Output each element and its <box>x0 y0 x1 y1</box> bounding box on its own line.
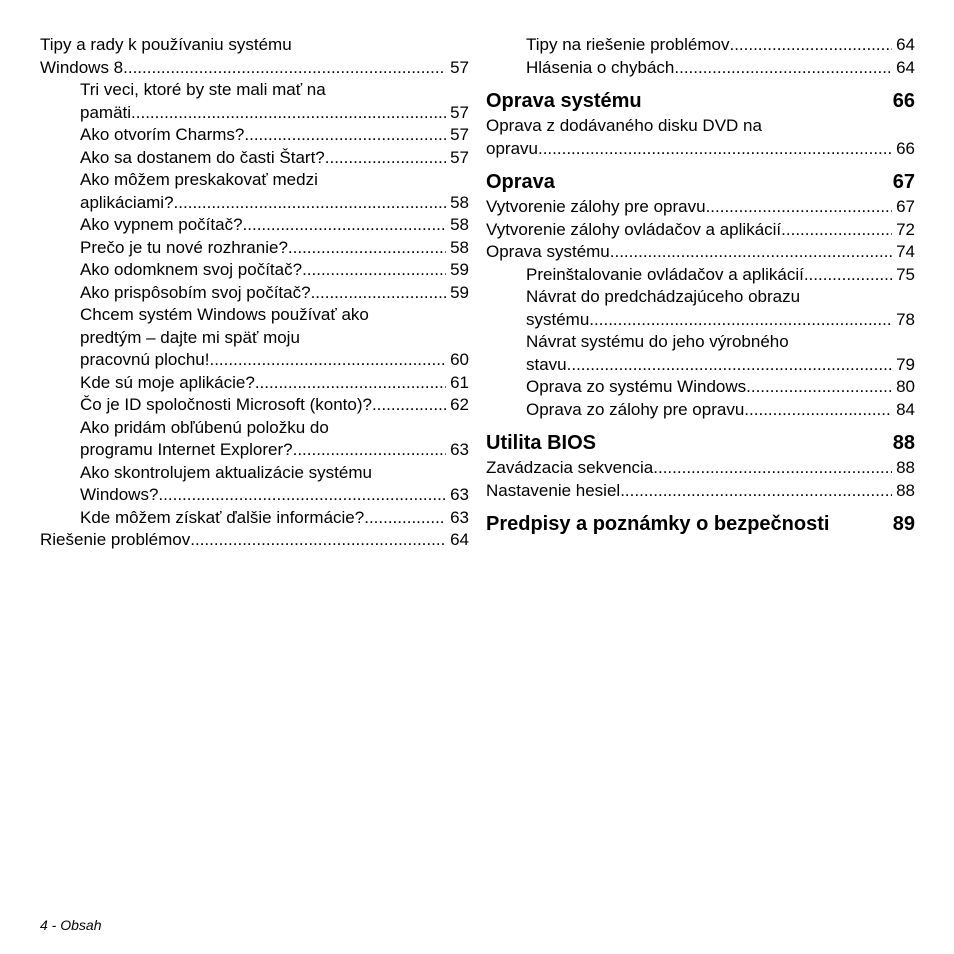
toc-entry-text: Čo je ID spoločnosti Microsoft (konto)? <box>80 395 372 414</box>
toc-entry[interactable] <box>486 480 915 503</box>
toc-page-number: 64 <box>896 57 915 77</box>
section-page-number: 67 <box>892 171 915 193</box>
toc-entry-text: stavu <box>526 354 567 374</box>
toc-page-number: 63 <box>450 440 469 459</box>
toc-entry[interactable] <box>40 79 469 124</box>
toc-entry[interactable] <box>486 331 915 376</box>
dot-leader <box>288 237 446 260</box>
toc-entry[interactable] <box>40 462 469 507</box>
dot-leader <box>729 34 892 57</box>
toc-entry[interactable] <box>40 147 469 170</box>
dot-leader <box>123 57 446 80</box>
dot-leader <box>589 309 892 332</box>
toc-section-heading[interactable] <box>486 170 915 194</box>
toc-entry-text: Oprava systému <box>486 242 610 261</box>
toc-entry-text: Preinštalovanie ovládačov a aplikácií <box>526 264 804 284</box>
section-title: Predpisy a poznámky o bezpečnosti <box>486 513 830 535</box>
toc-entry-text: Ako otvorím Charms? <box>80 125 245 144</box>
toc-section-heading[interactable] <box>486 89 915 113</box>
toc-entry[interactable] <box>40 169 469 214</box>
toc-page-number: 75 <box>896 264 915 284</box>
toc-entry[interactable] <box>40 507 469 530</box>
dot-leader <box>255 372 446 395</box>
dot-leader <box>302 259 446 282</box>
toc-entry[interactable] <box>486 196 915 219</box>
toc-page-number: 64 <box>896 35 915 54</box>
toc-entry-text: Kde môžem získať ďalšie informácie? <box>80 507 365 527</box>
toc-entry-text: Prečo je tu nové rozhranie? <box>80 237 288 257</box>
toc-page-number: 57 <box>450 147 469 167</box>
section-title: Utilita BIOS <box>486 432 597 454</box>
toc-entry-text: Ako vypnem počítač? <box>80 215 243 234</box>
toc-page-number: 64 <box>450 530 469 549</box>
dot-leader <box>610 241 892 264</box>
section-page-number: 89 <box>892 513 915 535</box>
dot-leader <box>620 480 892 503</box>
toc-entry-text: opravu <box>486 138 538 158</box>
toc-entry[interactable] <box>40 259 469 282</box>
toc-entry[interactable] <box>486 457 915 480</box>
toc-entry-text: Tipy a rady k používaniu systému <box>40 35 292 54</box>
toc-page-number: 60 <box>450 350 469 369</box>
dot-leader <box>209 349 446 372</box>
dot-leader <box>174 192 447 215</box>
toc-entry-text: systému <box>526 309 590 329</box>
toc-entry[interactable] <box>40 529 469 552</box>
toc-entry-text: Ako môžem preskakovať medzi <box>80 170 318 189</box>
toc-entry[interactable] <box>486 286 915 331</box>
toc-page-number: 62 <box>450 395 469 414</box>
toc-entry[interactable] <box>486 399 915 422</box>
dot-leader <box>293 439 446 462</box>
toc-page-number: 58 <box>450 192 469 212</box>
dot-leader <box>567 354 892 377</box>
toc-entry[interactable] <box>486 241 915 264</box>
toc-entry[interactable] <box>486 115 915 160</box>
toc-page-number: 63 <box>450 485 469 504</box>
toc-entry-text: predtým – dajte mi späť moju <box>80 327 300 347</box>
dot-leader <box>746 376 892 399</box>
toc-page-number: 57 <box>450 125 469 144</box>
toc-entry-text: Ako prispôsobím svoj počítač? <box>80 282 311 302</box>
toc-entry-text: pamäti <box>80 102 132 122</box>
toc-page-number: 67 <box>896 197 915 216</box>
toc-entry-text: programu Internet Explorer? <box>80 440 293 459</box>
toc-entry-text: Tipy na riešenie problémov <box>526 35 730 54</box>
toc-page-number: 74 <box>896 242 915 261</box>
page-footer: 4 - Obsah <box>40 917 102 933</box>
dot-leader <box>781 219 892 242</box>
toc-entry[interactable] <box>486 219 915 242</box>
toc-entry-text: Ako odomknem svoj počítač? <box>80 260 303 279</box>
toc-section-heading[interactable] <box>486 512 915 536</box>
toc-entry-text: Hlásenia o chybách <box>526 57 675 77</box>
toc-entry[interactable] <box>486 264 915 287</box>
dot-leader <box>311 282 447 305</box>
toc-entry[interactable] <box>40 282 469 305</box>
dot-leader <box>158 484 446 507</box>
toc-entry[interactable] <box>486 57 915 80</box>
toc-page-number: 88 <box>896 480 915 500</box>
toc-page-number: 72 <box>896 219 915 239</box>
toc-page-number: 59 <box>450 260 469 279</box>
dot-leader <box>243 214 447 237</box>
dot-leader <box>744 399 892 422</box>
dot-leader <box>372 394 446 417</box>
toc-entry-text: Nastavenie hesiel <box>486 480 621 500</box>
toc-entry-text: Kde sú moje aplikácie? <box>80 372 255 392</box>
section-title: Oprava systému <box>486 90 642 112</box>
toc-entry-text: Oprava zo zálohy pre opravu <box>526 399 745 419</box>
toc-entry[interactable] <box>486 34 915 57</box>
toc-entry[interactable] <box>40 124 469 147</box>
toc-page-number: 63 <box>450 507 469 527</box>
toc-entry-text: Ako pridám obľúbenú položku do <box>80 417 329 437</box>
dot-leader <box>190 529 446 552</box>
toc-entry-text: Oprava z dodávaného disku DVD na <box>486 116 762 135</box>
toc-page-number: 66 <box>896 138 915 158</box>
toc-page-number: 57 <box>450 102 469 122</box>
toc-page-number: 80 <box>896 377 915 396</box>
dot-leader <box>364 507 446 530</box>
toc-right-column <box>486 34 915 538</box>
toc-entry-text: Vytvorenie zálohy ovládačov a aplikácií <box>486 219 782 239</box>
toc-entry-text: Riešenie problémov <box>40 530 191 549</box>
dot-leader <box>653 457 892 480</box>
toc-page-number: 58 <box>450 237 469 257</box>
toc-entry-text: Návrat do predchádzajúceho obrazu <box>526 287 801 306</box>
toc-page-number: 78 <box>896 309 915 329</box>
toc-entry[interactable] <box>486 376 915 399</box>
toc-entry[interactable] <box>40 34 469 79</box>
toc-entry-text: Windows? <box>80 485 159 504</box>
toc-page-number: 58 <box>450 215 469 234</box>
dot-leader <box>804 264 892 287</box>
dot-leader <box>244 124 446 147</box>
toc-page-number: 59 <box>450 282 469 302</box>
section-page-number: 88 <box>892 432 915 454</box>
toc-left-column <box>40 34 469 552</box>
section-page-number: 66 <box>892 90 915 112</box>
dot-leader <box>325 147 446 170</box>
toc-entry-text: aplikáciami? <box>80 192 174 212</box>
toc-entry-text: Návrat systému do jeho výrobného <box>526 332 789 351</box>
dot-leader <box>131 102 446 125</box>
toc-section-heading[interactable] <box>486 431 915 455</box>
toc-entry[interactable] <box>40 394 469 417</box>
toc-page-number: 61 <box>450 372 469 392</box>
toc-entry[interactable] <box>40 417 469 462</box>
dot-leader <box>706 196 893 219</box>
dot-leader <box>674 57 892 80</box>
toc-entry[interactable] <box>40 372 469 395</box>
toc-entry[interactable] <box>40 237 469 260</box>
toc-entry[interactable] <box>40 214 469 237</box>
toc-entry[interactable] <box>40 304 469 372</box>
toc-entry-text: Chcem systém Windows používať ako <box>80 305 369 324</box>
toc-entry-text: Ako skontrolujem aktualizácie systému <box>80 462 372 482</box>
section-title: Oprava <box>486 171 555 193</box>
toc-entry-text: Oprava zo systému Windows <box>526 377 747 396</box>
toc-entry-text: Vytvorenie zálohy pre opravu <box>486 197 706 216</box>
toc-entry-text: Windows 8 <box>40 57 124 77</box>
toc-page-number: 57 <box>450 57 469 77</box>
toc-entry-text: pracovnú plochu! <box>80 350 210 369</box>
toc-entry-text: Zavádzacia sekvencia <box>486 458 654 477</box>
toc-entry-text: Ako sa dostanem do časti Štart? <box>80 147 325 167</box>
toc-entry-text: Tri veci, ktoré by ste mali mať na <box>80 80 326 99</box>
toc-page-number: 79 <box>896 354 915 374</box>
dot-leader <box>538 138 892 161</box>
toc-page-number: 88 <box>896 458 915 477</box>
toc-page-number: 84 <box>896 399 915 419</box>
